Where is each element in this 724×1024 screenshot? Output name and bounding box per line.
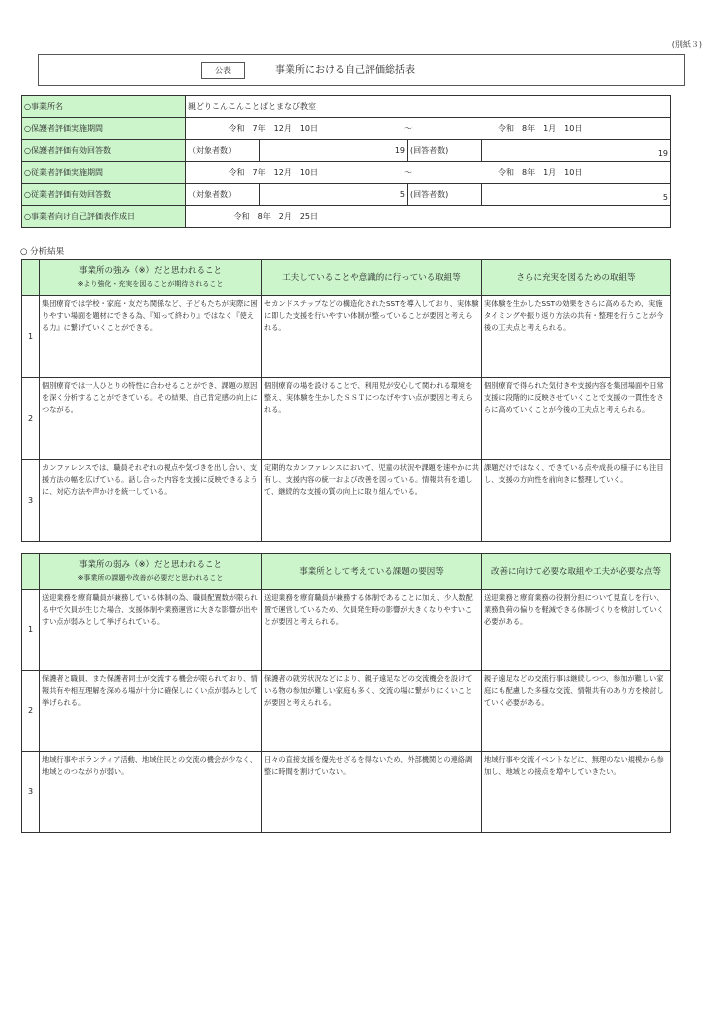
row-number: 1 — [22, 590, 40, 671]
header-title: 事業所として考えている課題の要因等 — [299, 566, 444, 577]
weaknesses-table — [21, 553, 671, 833]
header-title: 事業所の弱み（※）だと思われること — [78, 560, 223, 570]
enhancement-cell: 実体験を生かしたSSTの効果をさらに高めるため、実施タイミングや振り返り方法の共有・整理を行うことが今後の工夫点と考えられる。 — [482, 296, 671, 378]
staff-answer-value: 5 — [482, 184, 671, 206]
office-name-label: ○事業所名 — [22, 96, 186, 118]
header-title: 改善に向けて必要な取組や工夫が必要な点等 — [490, 566, 661, 577]
guardian-target-label: （対象者数） — [186, 140, 260, 162]
strength-cell: 個別療育では一人ひとりの特性に合わせることができ、課題の原因を深く分析することができている。その結果、自己肯定感の向上につながる。 — [40, 378, 262, 460]
strengths-row — [22, 296, 671, 378]
staff-period-row — [22, 162, 671, 184]
row-number: 2 — [22, 671, 40, 752]
staff-period-end: 令和 8年 1月 10日 — [498, 168, 583, 177]
weakness-cell: 地域行事やボランティア活動、地域住民との交流の機会が少なく、地域とのつながりが弱い。 — [40, 752, 262, 833]
header-title: 工夫していることや意識的に行っている取組等 — [282, 272, 461, 283]
guardian-answer-value: 19 — [482, 140, 671, 162]
guardian-period-end: 令和 8年 1月 10日 — [498, 124, 583, 133]
strengths-header-row — [22, 260, 671, 296]
office-info-table — [21, 95, 671, 228]
page-title: 事業所における自己評価総括表 — [275, 65, 415, 76]
staff-count-label: ○従業者評価有効回答数 — [22, 184, 186, 206]
guardian-period-label: ○保護者評価実施期間 — [22, 118, 186, 140]
row-number: 3 — [22, 752, 40, 833]
row-number: 3 — [22, 460, 40, 542]
analysis-section-label: ○ 分析結果 — [20, 247, 65, 257]
office-name-value: 親どりこんこんことばとまなび教室 — [186, 96, 671, 118]
weaknesses-row — [22, 671, 671, 752]
public-tag: 公表 — [201, 62, 245, 79]
staff-period-separator: ～ — [404, 168, 412, 177]
guardian-count-row — [22, 140, 671, 162]
improvement-cell: 地域行事や交流イベントなどに、無理のない規模から参加し、地域との接点を増やしていきたい。 — [482, 752, 671, 833]
guardian-period-row — [22, 118, 671, 140]
guardian-answer-label: (回答者数) — [408, 140, 482, 162]
annex-label: (別紙３) — [671, 40, 702, 49]
staff-period-label: ○従業者評価実施期間 — [22, 162, 186, 184]
staff-target-label: （対象者数） — [186, 184, 260, 206]
staff-count-row — [22, 184, 671, 206]
weaknesses-header-row — [22, 554, 671, 590]
guardian-target-value: 19 — [260, 140, 408, 162]
staff-period-start: 令和 7年 12月 10日 — [228, 168, 318, 177]
enhancement-cell: 個別療育で得られた気付きや支援内容を集団場面や日常支援に段階的に反映させていくことで支援の一貫性をさらに高めていくことが今後の工夫点と考えられる。 — [482, 378, 671, 460]
weaknesses-header-3 — [482, 554, 671, 590]
created-date-label: ○事業者向け自己評価表作成日 — [22, 206, 186, 228]
row-number: 1 — [22, 296, 40, 378]
strengths-table — [21, 259, 671, 542]
strengths-header-3 — [482, 260, 671, 296]
staff-period-value — [186, 162, 671, 184]
guardian-period-value — [186, 118, 671, 140]
improvement-cell: 送迎業務と療育業務の役割分担について見直しを行い、業務負荷の偏りを軽減できる体制づくりを検討していく必要がある。 — [482, 590, 671, 671]
effort-cell: 個別療育の場を設けることで、利用児が安心して関われる環境を整え、実体験を生かしたＳＳＴにつなげやすい点が要因と考えられる。 — [262, 378, 482, 460]
cause-cell: 日々の直接支援を優先せざるを得ないため、外部機関との連絡調整に時間を割けていない。 — [262, 752, 482, 833]
weakness-cell: 送迎業務を療育職員が兼務している体制の為、職員配置数が限られる中で欠員が生じた場合、支援体制や業務運営に大きな影響が出やすい点が弱みとして挙げられている。 — [40, 590, 262, 671]
created-date: 令和 8年 2月 25日 — [233, 212, 318, 221]
title-box — [38, 54, 685, 86]
weaknesses-row — [22, 752, 671, 833]
row-number: 2 — [22, 378, 40, 460]
strength-cell: 集団療育では学校・家庭・友だち関係など、子どもたちが実際に困りやすい場面を題材にできる為、『知って終わり』ではなく『使える力』に繋げていくことができる。 — [40, 296, 262, 378]
staff-answer-label: (回答者数) — [408, 184, 482, 206]
staff-target-value: 5 — [260, 184, 408, 206]
strengths-header-1 — [40, 260, 262, 296]
strengths-row — [22, 460, 671, 542]
header-number-cell — [22, 260, 40, 296]
strengths-header-2 — [262, 260, 482, 296]
guardian-period-start: 令和 7年 12月 10日 — [228, 124, 318, 133]
effort-cell: セカンドステップなどの構造化されたSSTを導入しており、実体験に即した支援を行いやすい体制が整っていることが要因と考えられる。 — [262, 296, 482, 378]
guardian-period-separator: ～ — [404, 124, 412, 133]
strength-cell: カンファレンスでは、職員それぞれの視点や気づきを出し合い、支援方法の幅を広げている。話し合った内容を支援に反映できるように、対応方法や声かけを統一している。 — [40, 460, 262, 542]
created-date-value — [186, 206, 671, 228]
improvement-cell: 親子遠足などの交流行事は継続しつつ、参加が難しい家庭にも配慮した多様な交流、情報共有のあり方を検討していく必要がある。 — [482, 671, 671, 752]
header-number-cell — [22, 554, 40, 590]
cause-cell: 送迎業務を療育職員が兼務する体制であることに加え、少人数配置で運営しているため、欠員発生時の影響が大きくなりやすいことが要因と考えられる。 — [262, 590, 482, 671]
strengths-row — [22, 378, 671, 460]
created-date-row — [22, 206, 671, 228]
weaknesses-header-2 — [262, 554, 482, 590]
weakness-cell: 保護者と職員、また保護者同士が交流する機会が限られており、情報共有や相互理解を深める場が十分に確保しにくい点が弱みとして挙げられる。 — [40, 671, 262, 752]
cause-cell: 保護者の就労状況などにより、親子遠足などの交流機会を設けている物の参加が難しい家庭も多く、交流の場に繋がりにくいことが要因と考えられる。 — [262, 671, 482, 752]
header-subtitle: ※事業所の課題や改善が必要だと思われること — [77, 574, 224, 582]
weaknesses-row — [22, 590, 671, 671]
guardian-count-label: ○保護者評価有効回答数 — [22, 140, 186, 162]
enhancement-cell: 課題だけではなく、できている点や成長の様子にも注目し、支援の方向性を前向きに整理していく。 — [482, 460, 671, 542]
header-title: 事業所の強み（※）だと思われること — [78, 266, 223, 276]
office-name-row — [22, 96, 671, 118]
effort-cell: 定期的なカンファレンスにおいて、児童の状況や課題を速やかに共有し、支援内容の統一および改善を図っている。情報共有を通して、継続的な支援の質の向上に取り組んでいる。 — [262, 460, 482, 542]
header-title: さらに充実を図るための取組等 — [516, 272, 636, 283]
header-subtitle: ※より強化・充実を図ることが期待されること — [77, 280, 224, 288]
weaknesses-header-1 — [40, 554, 262, 590]
